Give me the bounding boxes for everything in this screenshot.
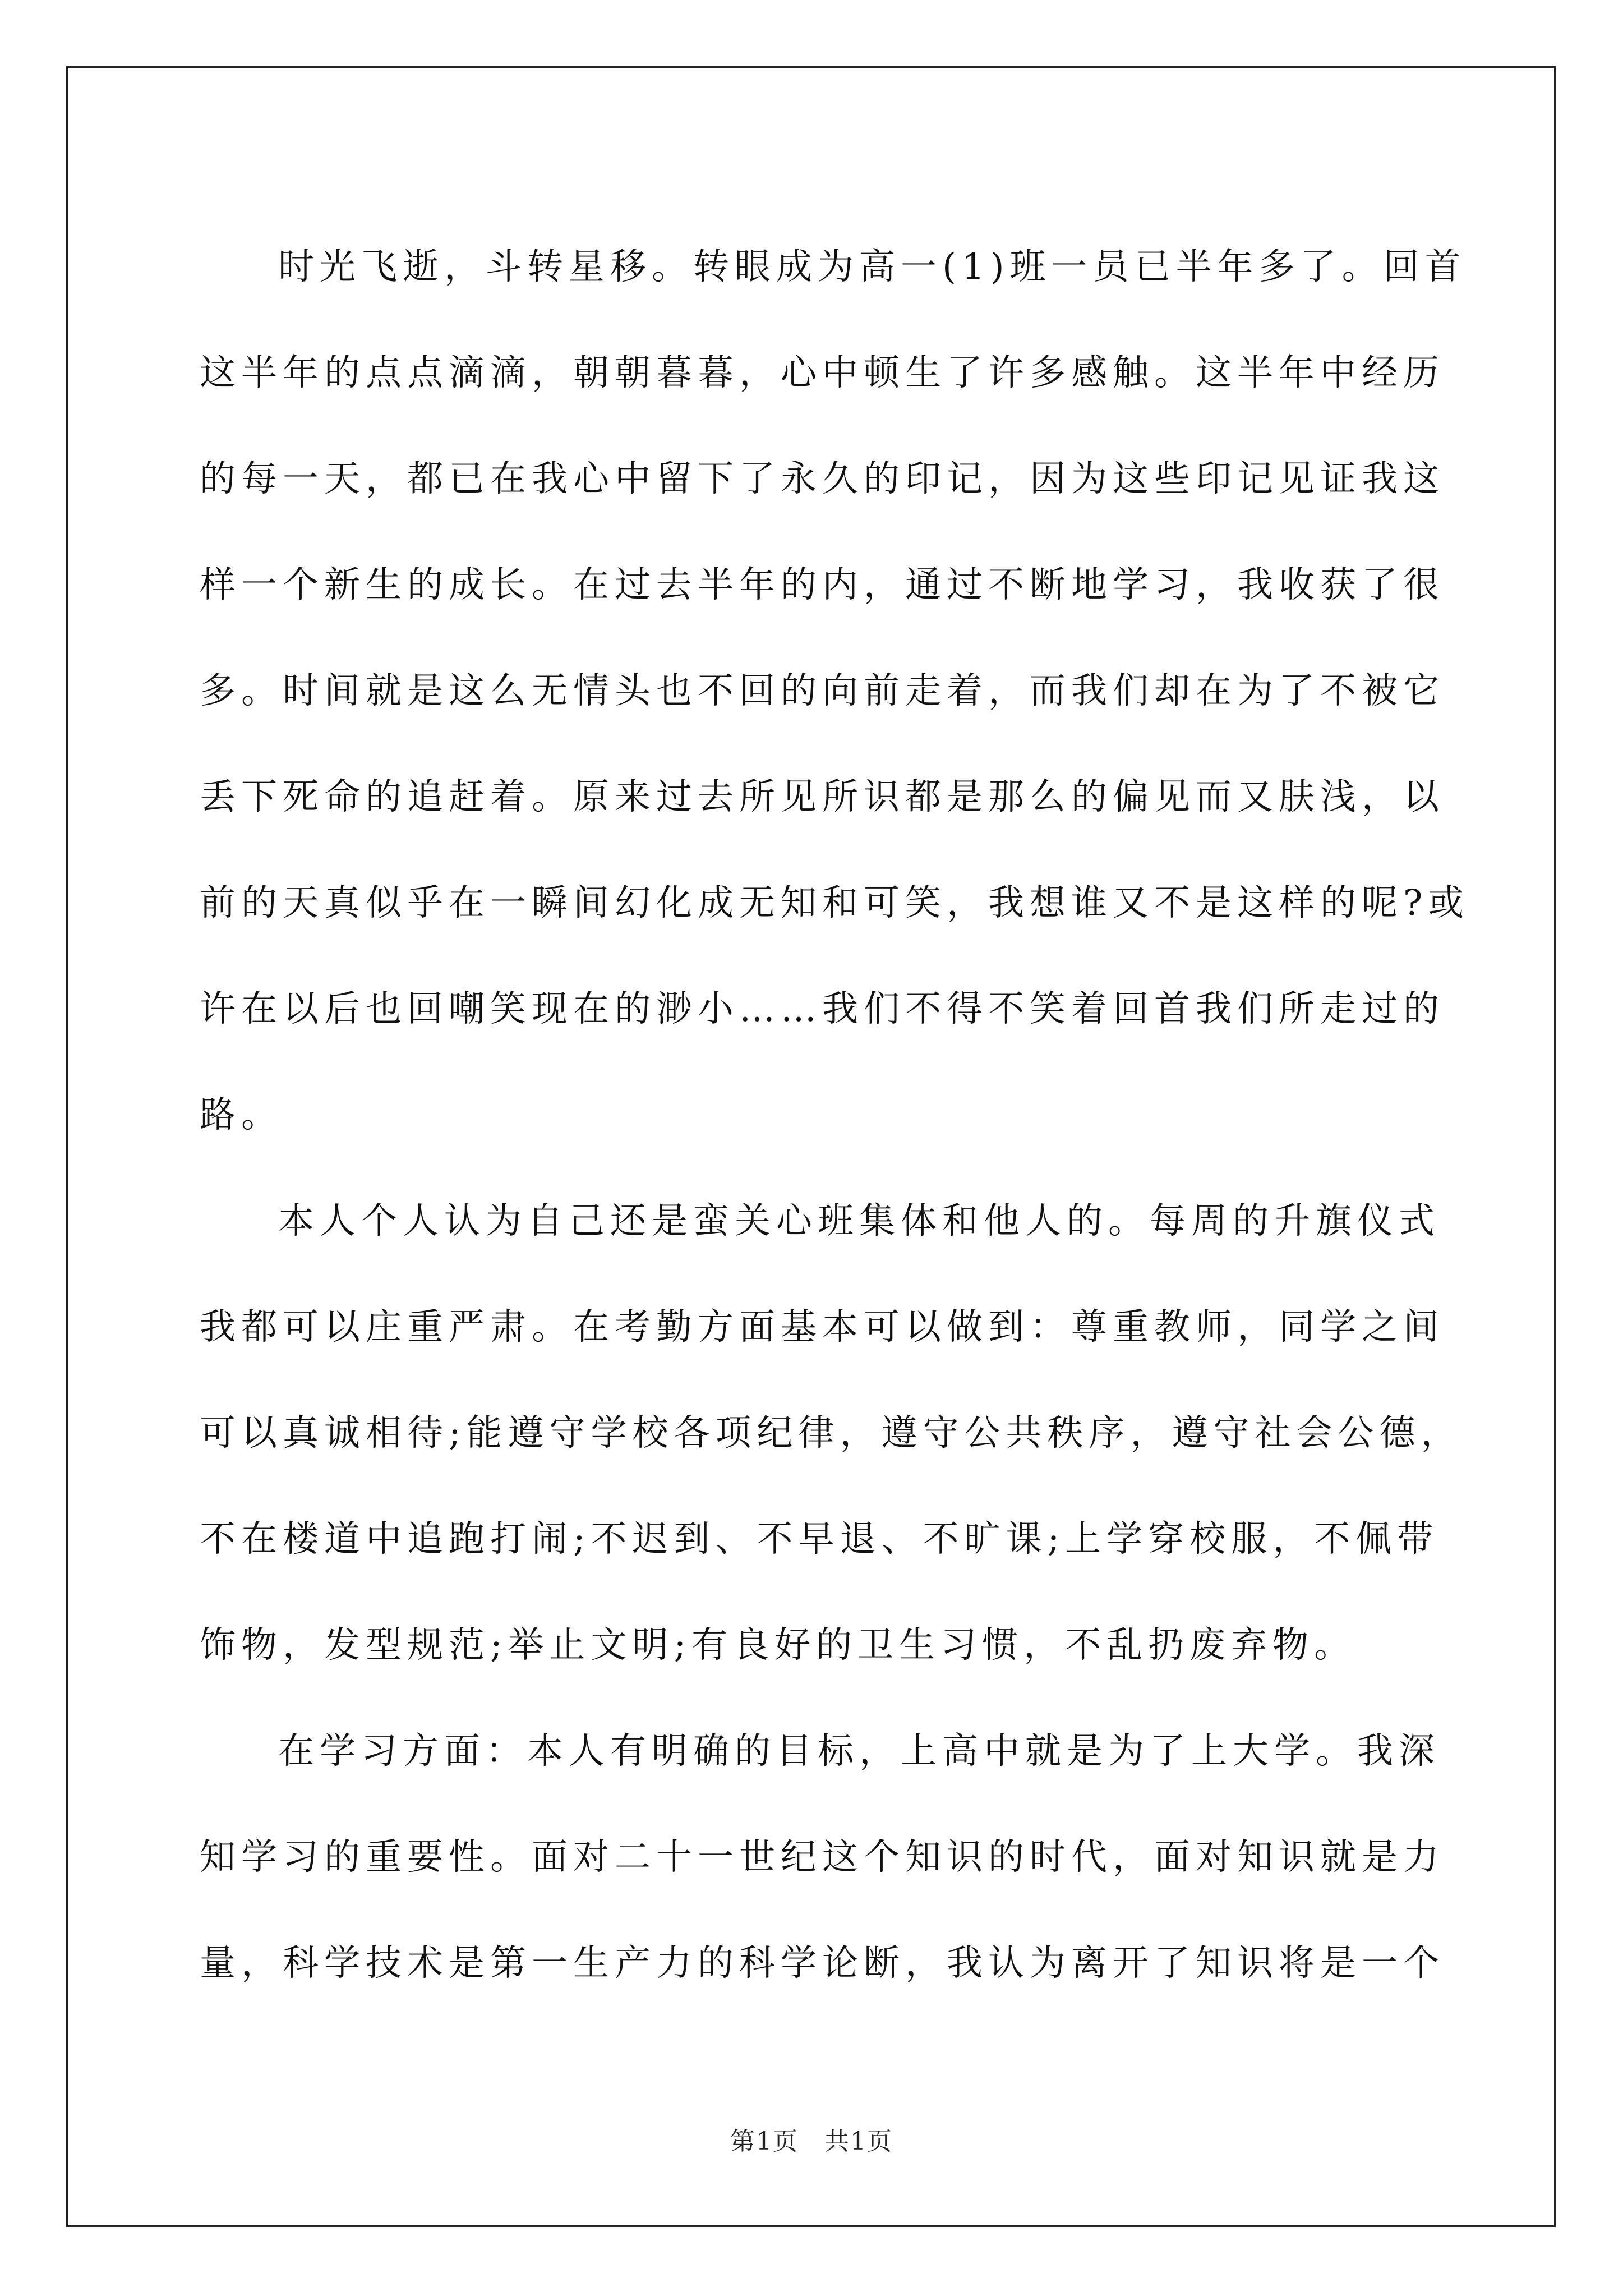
text-line: 的每一天，都已在我心中留下了永久的印记，因为这些印记见证我这: [200, 458, 1445, 500]
paragraph-2: [200, 1168, 1463, 1699]
text-line: 样一个新生的成长。在过去半年的内，通过不断地学习，我收获了很: [200, 564, 1445, 606]
text-line: 这半年的点点滴滴，朝朝暮暮，心中顿生了许多感触。这半年中经历: [200, 352, 1445, 394]
text-line: 许在以后也回嘲笑现在的渺小……我们不得不笑着回首我们所走过的: [200, 988, 1445, 1030]
text-line: 可以真诚相待;能遵守学校各项纪律，遵守公共秩序，遵守社会公德，: [200, 1412, 1463, 1454]
text-line: 多。时间就是这么无情头也不回的向前走着，而我们却在为了不被它: [200, 670, 1445, 712]
text-line: 不在楼道中追跑打闹;不迟到、不早退、不旷课;上学穿校服，不佩带: [200, 1519, 1439, 1560]
document-body: [200, 214, 1470, 2017]
text-line: 量，科学技术是第一生产力的科学论断，我认为离开了知识将是一个: [200, 1943, 1445, 1984]
paragraph-1: [200, 214, 1470, 1168]
text-line: 前的天真似乎在一瞬间幻化成无知和可笑，我想谁又不是这样的呢?或: [200, 882, 1470, 924]
page-number-footer: 第1页 共1页: [730, 2127, 893, 2156]
text-line: 路。: [200, 1094, 283, 1136]
text-line: 我都可以庄重严肃。在考勤方面基本可以做到：尊重教师，同学之间: [200, 1306, 1445, 1348]
paragraph-3: [200, 1699, 1445, 2017]
text-line: 知学习的重要性。面对二十一世纪这个知识的时代，面对知识就是力: [200, 1837, 1445, 1878]
text-line: 本人个人认为自己还是蛮关心班集体和他人的。每周的升旗仪式: [278, 1200, 1440, 1242]
text-line: 在学习方面：本人有明确的目标，上高中就是为了上大学。我深: [278, 1731, 1440, 1772]
text-line: 丢下死命的追赶着。原来过去所见所识都是那么的偏见而又肤浅，以: [200, 776, 1445, 818]
text-line: 饰物，发型规范;举止文明;有良好的卫生习惯，不乱扔废弃物。: [200, 1625, 1356, 1666]
text-line: 时光飞逝，斗转星移。转眼成为高一(1)班一员已半年多了。回首: [278, 246, 1467, 288]
